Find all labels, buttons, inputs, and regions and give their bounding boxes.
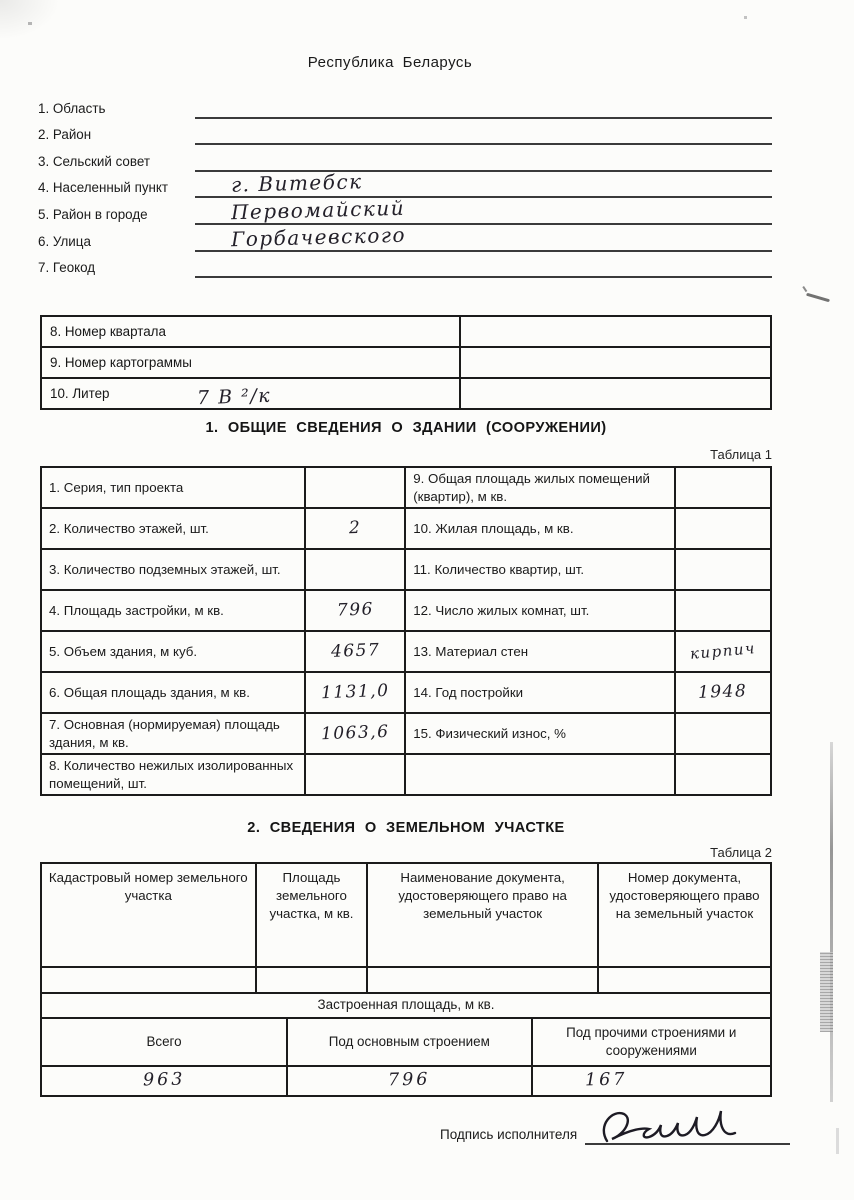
built-area-table (40, 992, 772, 1097)
section2-title: 2. СВЕДЕНИЯ О ЗЕМЕЛЬНОМ УЧАСТКЕ (247, 820, 565, 836)
field-row-raion (38, 119, 772, 146)
scan-blob-artifact (820, 952, 833, 1032)
cell-value: 796 (305, 590, 405, 631)
column-header: Под основным строением (287, 1018, 532, 1066)
scan-speck (836, 1128, 839, 1154)
cell-label: 13. Материал стен (405, 631, 674, 672)
table-header-row (41, 1018, 771, 1066)
column-header: Под прочими строениями и сооружениями (532, 1018, 771, 1066)
field-row-oblast (38, 92, 772, 119)
cell-value (460, 316, 771, 347)
field-row-selsovet (38, 145, 772, 172)
cell-value (675, 713, 771, 754)
field-label: 4. Населенный пункт (38, 180, 169, 196)
table-row (41, 508, 771, 549)
cell-label: 8. Количество нежилых изолированных помещений, шт. (41, 754, 305, 795)
table-row (41, 590, 771, 631)
table-row (41, 467, 771, 508)
field-value-handwritten: Первомайский (230, 195, 406, 225)
cell-label: 3. Количество подземных этажей, шт. (41, 549, 305, 590)
field-line (195, 250, 772, 279)
cell-value (305, 467, 405, 508)
cell-label: 1. Серия, тип проекта (41, 467, 305, 508)
table1-label: Таблица 1 (710, 447, 772, 462)
cell-label: 10. Литер 7 В ²/к (41, 378, 460, 409)
scan-tick-artifact (806, 293, 830, 302)
cell-value (675, 590, 771, 631)
cell-label: 5. Объем здания, м куб. (41, 631, 305, 672)
cell-value-handwritten: 7 В ²/к (196, 384, 272, 410)
table-row (41, 378, 771, 409)
cell-value: 1948 (675, 672, 771, 713)
signature-icon (595, 1105, 745, 1149)
cell-value (256, 967, 368, 993)
cell-value (675, 754, 771, 795)
cell-value: 4657 (305, 631, 405, 672)
scan-speck (28, 22, 32, 25)
field-value-handwritten: г. Витебск (230, 169, 363, 198)
signature-row (440, 1103, 790, 1145)
cell-label: 7. Основная (нормируемая) площадь здания, м кв. (41, 713, 305, 754)
field-row-geocode (38, 252, 772, 279)
cell-value: 2 (305, 508, 405, 549)
quarter-liter-table (40, 315, 772, 410)
cell-label: 4. Площадь застройки, м кв. (41, 590, 305, 631)
table-row (41, 672, 771, 713)
cell-value (305, 549, 405, 590)
cell-value: 1063,6 (305, 713, 405, 754)
table-row (41, 993, 771, 1018)
column-header: Номер документа, удостоверяющего право на земельный участок (598, 863, 771, 967)
field-label: 7. Геокод (38, 260, 96, 276)
address-fields (38, 92, 772, 278)
cell-value (460, 378, 771, 409)
table-row (41, 316, 771, 347)
cell-value: 963 (41, 1066, 287, 1096)
field-line (195, 143, 772, 172)
field-label: 3. Сельский совет (38, 153, 150, 169)
field-label: 2. Район (38, 127, 92, 143)
field-row-settlement (38, 169, 772, 199)
table-row (41, 1066, 771, 1096)
cell-value (41, 967, 256, 993)
cell-value (460, 347, 771, 378)
cell-value (367, 967, 598, 993)
cell-label: 2. Количество этажей, шт. (41, 508, 305, 549)
field-line (195, 117, 772, 146)
field-row-street (38, 222, 772, 252)
cell-value (675, 508, 771, 549)
cell-value (675, 467, 771, 508)
cell-label (405, 754, 674, 795)
document-title: Республика Беларусь (307, 54, 473, 71)
scan-speck (744, 16, 747, 19)
table-row (41, 967, 771, 993)
column-header: Площадь земельного участка, м кв. (256, 863, 368, 967)
signature-label: Подпись исполнителя (440, 1127, 578, 1142)
table-row (41, 713, 771, 754)
field-line (195, 170, 772, 199)
built-area-title: Застроенная площадь, м кв. (41, 993, 771, 1018)
field-line (195, 223, 772, 252)
table-row (41, 631, 771, 672)
cell-label: 11. Количество квартир, шт. (405, 549, 674, 590)
cell-label: 9. Номер картограммы (41, 347, 460, 378)
table-row (41, 347, 771, 378)
building-info-table (40, 466, 772, 796)
land-plot-table-header (40, 862, 772, 994)
table-header-row (41, 863, 771, 967)
cell-value: 796 (287, 1066, 532, 1096)
field-line (195, 90, 772, 119)
signature-line (585, 1103, 790, 1145)
cell-label: 14. Год постройки (405, 672, 674, 713)
field-label: 5. Район в городе (38, 206, 148, 222)
field-line (195, 196, 772, 225)
cell-label: 8. Номер квартала (41, 316, 460, 347)
column-header: Наименование документа, удостоверяющего право на земельный участок (367, 863, 598, 967)
table-row (41, 549, 771, 590)
field-label: 6. Улица (38, 233, 91, 249)
cell-value: 167 (532, 1066, 771, 1096)
field-label: 1. Область (38, 100, 106, 116)
cell-value: 1131,0 (305, 672, 405, 713)
cell-label: 9. Общая площадь жилых помещений (квартир), м кв. (405, 467, 674, 508)
field-row-city-district (38, 195, 772, 225)
scan-streak-artifact (830, 742, 833, 1102)
column-header: Всего (41, 1018, 287, 1066)
section1-title: 1. ОБЩИЕ СВЕДЕНИЯ О ЗДАНИИ (СООРУЖЕНИИ) (205, 420, 607, 436)
cell-label: 15. Физический износ, % (405, 713, 674, 754)
cell-value: кирпич (675, 631, 771, 672)
cell-value (305, 754, 405, 795)
column-header: Кадастровый номер земельного участка (41, 863, 256, 967)
cell-label: 12. Число жилых комнат, шт. (405, 590, 674, 631)
cell-value (675, 549, 771, 590)
cell-label: 6. Общая площадь здания, м кв. (41, 672, 305, 713)
table-row (41, 754, 771, 795)
table2-label: Таблица 2 (710, 845, 772, 860)
cell-value (598, 967, 771, 993)
cell-label: 10. Жилая площадь, м кв. (405, 508, 674, 549)
field-value-handwritten: Горбачевского (230, 222, 407, 251)
